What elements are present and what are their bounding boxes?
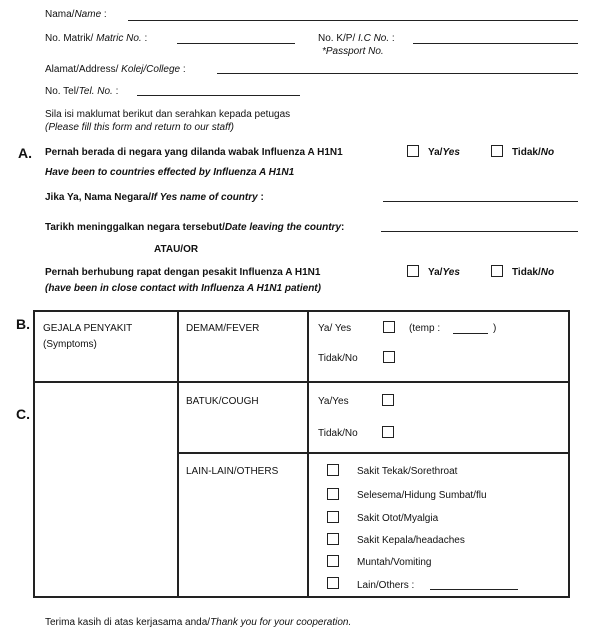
tel-underline [137, 95, 300, 96]
fever-yes-label: Ya/ Yes [318, 323, 352, 334]
table-row-line-2 [177, 452, 570, 454]
name-underline [128, 20, 578, 21]
others-sorethroat-checkbox[interactable] [327, 464, 339, 476]
others-flu-checkbox[interactable] [327, 488, 339, 500]
others-item-label: Sakit Kepala/headaches [357, 535, 465, 546]
passport-note: *Passport No. [322, 46, 384, 57]
table-border-left [33, 310, 35, 598]
country-underline [383, 201, 578, 202]
symptoms-heading-en: (Symptoms) [43, 339, 97, 350]
table-row-line-1 [33, 381, 570, 383]
matric-label: No. Matrik/ Matric No. : [45, 33, 148, 44]
others-myalgia-checkbox[interactable] [327, 511, 339, 523]
fever-label: DEMAM/FEVER [186, 323, 260, 334]
temp-underline [453, 333, 488, 334]
date-underline [381, 231, 578, 232]
cough-no-checkbox[interactable] [382, 426, 394, 438]
table-divider-2 [307, 310, 309, 598]
q2-no-label: Tidak/No [512, 267, 555, 278]
section-c-letter: C. [16, 406, 30, 422]
ic-underline [413, 43, 578, 44]
q2-yes-label: Ya/Yes [428, 267, 460, 278]
symptoms-heading: GEJALA PENYAKIT [43, 323, 133, 334]
country-label: Jika Ya, Nama Negara/If Yes name of country : [45, 192, 264, 203]
others-headaches-checkbox[interactable] [327, 533, 339, 545]
q1-yes-label: Ya/Yes [428, 147, 460, 158]
fever-no-label: Tidak/No [318, 353, 358, 364]
ic-label: No. K/P/ I.C No. : [318, 33, 395, 44]
table-border-right [568, 310, 570, 598]
section-b-letter: B. [16, 316, 30, 332]
address-label: Alamat/Address/ Kolej/College : [45, 64, 186, 75]
q2-en: (have been in close contact with Influenza A H1N1 patient) [45, 283, 321, 294]
section-a-letter: A. [18, 145, 32, 161]
others-label: LAIN-LAIN/OTHERS [186, 466, 279, 477]
others-item-label: Selesema/Hidung Sumbat/flu [357, 490, 487, 501]
temp-close: ) [493, 323, 497, 334]
q1-en: Have been to countries effected by Influenza A H1N1 [45, 167, 295, 178]
cough-label: BATUK/COUGH [186, 396, 259, 407]
q2-yes-checkbox[interactable] [407, 265, 419, 277]
table-border-bottom [33, 596, 570, 598]
others-item-label: Sakit Otot/Myalgia [357, 513, 439, 524]
matric-underline [177, 43, 295, 44]
temp-label: (temp : [409, 323, 441, 334]
table-border-top [33, 310, 570, 312]
q1-no-checkbox[interactable] [491, 145, 503, 157]
tel-label: No. Tel/Tel. No. : [45, 86, 119, 97]
instruction-en: (Please fill this form and return to our staff) [45, 122, 234, 133]
address-underline [217, 73, 578, 74]
cough-yes-checkbox[interactable] [382, 394, 394, 406]
fever-no-checkbox[interactable] [383, 351, 395, 363]
cough-no-label: Tidak/No [318, 428, 358, 439]
footer-thanks: Terima kasih di atas kerjasama anda/Thank you for your cooperation. [45, 617, 352, 628]
others-other-checkbox[interactable] [327, 577, 339, 589]
others-other-underline [430, 589, 518, 590]
fever-yes-checkbox[interactable] [383, 321, 395, 333]
date-label: Tarikh meninggalkan negara tersebut/Date leaving the country: [45, 222, 345, 233]
q2-no-checkbox[interactable] [491, 265, 503, 277]
others-item-label: Lain/Others : [357, 580, 415, 591]
others-item-label: Sakit Tekak/Sorethroat [357, 466, 458, 477]
others-vomiting-checkbox[interactable] [327, 555, 339, 567]
q1-ms: Pernah berada di negara yang dilanda wabak Influenza A H1N1 [45, 147, 343, 158]
q1-yes-checkbox[interactable] [407, 145, 419, 157]
cough-yes-label: Ya/Yes [318, 396, 349, 407]
others-item-label: Muntah/Vomiting [357, 557, 432, 568]
q1-no-label: Tidak/No [512, 147, 555, 158]
instruction-ms: Sila isi maklumat berikut dan serahkan kepada petugas [45, 109, 291, 120]
table-divider-1 [177, 310, 179, 598]
name-label: Nama/Name : [45, 9, 107, 20]
q2-ms: Pernah berhubung rapat dengan pesakit Influenza A H1N1 [45, 267, 321, 278]
or-label: ATAU/OR [154, 244, 199, 255]
